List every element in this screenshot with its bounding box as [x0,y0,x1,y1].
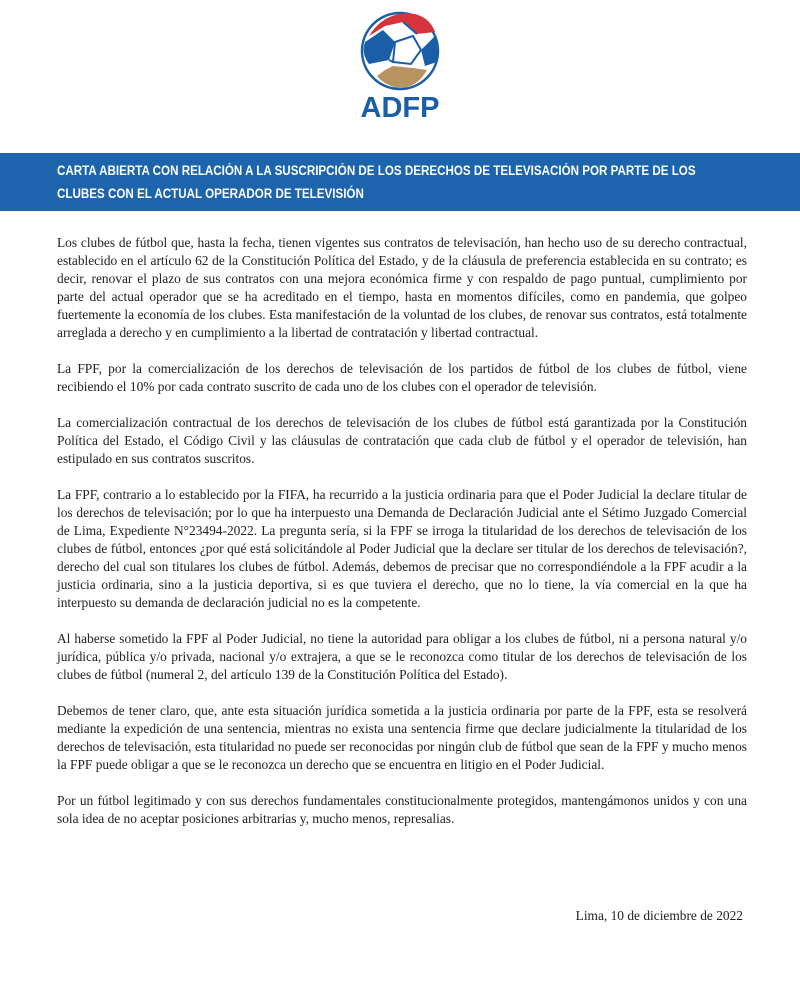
letter-body [57,234,747,846]
place-date: Lima, 10 de diciembre de 2022 [575,908,743,923]
logo-wordmark: ADFP [360,92,440,124]
page-title: CARTA ABIERTA CON RELACIÓN A LA SUSCRIPCIÓN DE LOS DERECHOS DE TELEVISACIÓN POR PARTE DE LOS CLUBES CON EL ACTUAL OPERADOR DE TELEVISIÓN [57,163,696,201]
paragraph: Al haberse sometido la FPF al Poder Judicial, no tiene la autoridad para obligar a los clubes de fútbol, ni a persona natural y/o jurídica, pública y/o privada, nacional y/o extrajera, a que se le reconozca como titular de los derechos de televisación de los clubes de fútbol (numeral 2, del artículo 139 de la Constitución Política del Estado). [57,631,747,682]
paragraph: Los clubes de fútbol que, hasta la fecha, tienen vigentes sus contratos de televisación, han hecho uso de su derecho contractual, establecido en el artículo 62 de la Constitución Política del Estado, y de la cláusula de preferencia establecida en su contrato; es decir, renovar el plazo de sus contratos con una mejora económica firme y con respaldo de pago puntual, cumplimiento por parte del actual operador que se ha acreditado en el tiempo, hasta en momentos difíciles, como en pandemia, que golpeo fuertemente la economía de los clubes. Esta manifestación de la voluntad de los clubes, de renovar sus contratos, está totalmente arreglada a derecho y en cumplimiento a la libertad de contratación y libertad contractual. [57,235,747,340]
paragraph: La FPF, contrario a lo establecido por la FIFA, ha recurrido a la justicia ordinaria para que el Poder Judicial la declare titular de los derechos de televisación; por lo que ha interpuesto una Demanda de Declaración Judicial ante el Sétimo Juzgado Comercial de Lima, Expediente N°23494-2022. La pregunta sería, si la FPF se irroga la titularidad de los derechos de televisación de los clubes de fútbol, entonces ¿por qué está solicitándole al Poder Judicial que la declare ser titular de los derechos de televisación?, derecho del cual son titulares los clubes de fútbol. Además, debemos de precisar que no correspondiéndole a la FPF acudir a la justicia ordinaria, sino a la justicia deportiva, si es que tuviera el derecho, que no lo tiene, la vía comercial en la que ha interpuesto su demanda de declaración judicial no es la competente. [57,487,747,610]
paragraph: Debemos de tener claro, que, ante esta situación jurídica sometida a la justicia ordinaria por parte de la FPF, esta se resolverá mediante la expedición de una sentencia, mientras no exista una sentencia firme que declare judicialmente la titularidad de los derechos de televisación, esta titularidad no puede ser reconocidas por ningún club de fútbol que sean de la FPF y mucho menos la FPF puede obligar a que se le reconozca un derecho que se encuentra en litigio en el Poder Judicial. [57,703,747,772]
paragraph: La FPF, por la comercialización de los derechos de televisación de los partidos de fútbol de los clubes de fútbol, viene recibiendo el 10% por cada contrato suscrito de cada uno de los clubes con el operador de televisión. [57,361,747,394]
paragraph: Por un fútbol legitimado y con sus derechos fundamentales constitucionalmente protegidos, mantengámonos unidos y con una sola idea de no aceptar posiciones arbitrarias y, mucho menos, represalias. [57,793,747,826]
soccer-ball-logo-icon [355,8,445,94]
paragraph: La comercialización contractual de los derechos de televisación de los clubes de fútbol está garantizada por la Constitución Política del Estado, el Código Civil y las cláusulas de contratación que cada club de fútbol y el operador de televisión, han estipulado en sus contratos suscritos. [57,415,747,466]
adfp-logo [350,8,450,124]
title-banner [0,153,800,211]
